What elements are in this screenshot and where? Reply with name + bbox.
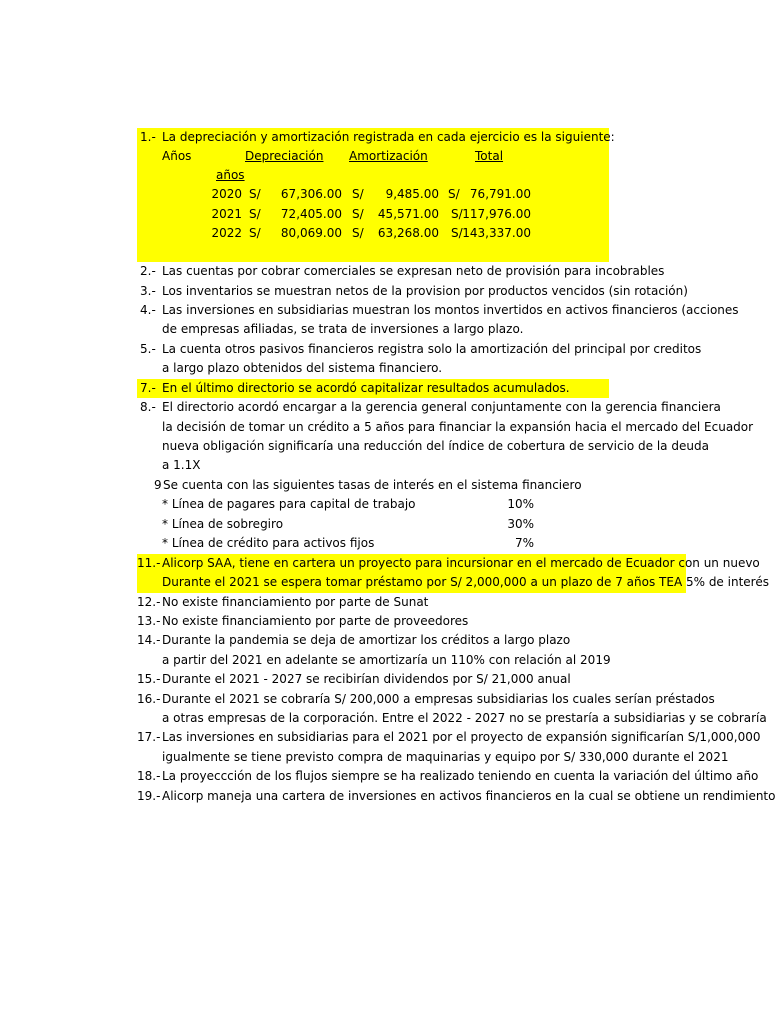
item-text: La cuenta otros pasivos financieros registra solo la amortización del principal por creditos <box>162 342 702 356</box>
table-row <box>0 224 686 243</box>
currency-cell: S/ <box>249 226 261 240</box>
item-text: La depreciación y amortización registrada en cada ejercicio es la siguiente: <box>162 130 615 144</box>
rate-value: 7% <box>514 536 534 550</box>
amortization-cell: 63,268.00 <box>377 226 439 240</box>
item-text: Alicorp SAA, tiene en cartera un proyecto para incursionar en el mercado de Ecuador con un nuevo <box>162 556 760 570</box>
item-text: En el último directorio se acordó capitalizar resultados acumulados. <box>162 381 570 395</box>
currency-cell: S/ <box>352 226 364 240</box>
item-text: Alicorp maneja una cartera de inversiones en activos financieros en la cual se obtiene un rendimiento <box>162 789 775 803</box>
currency-cell: S/ <box>249 187 261 201</box>
header-depreciacion: Depreciación <box>245 149 324 163</box>
total-cell: 143,337.00 <box>462 226 531 240</box>
item-text: a partir del 2021 en adelante se amortizaría un 110% con relación al 2019 <box>162 653 611 667</box>
item-number: 12.- <box>137 595 161 609</box>
item-text: No existe financiamiento por parte de Sunat <box>162 595 429 609</box>
currency-cell: S/ <box>352 187 364 201</box>
item-number: 13.- <box>137 614 161 628</box>
item-number: 17.- <box>137 730 161 744</box>
header-anios: Años <box>162 149 192 163</box>
depreciation-cell: 80,069.00 <box>280 226 342 240</box>
rate-row <box>0 515 686 534</box>
year-cell: 2021 <box>211 207 242 221</box>
item-number: 7.- <box>140 381 156 395</box>
subheader-anios: años <box>216 168 245 182</box>
item-text: Durante el 2021 - 2027 se recibirían dividendos por S/ 21,000 anual <box>162 672 571 686</box>
currency-cell: S/ <box>249 207 261 221</box>
table-row <box>0 205 686 224</box>
item-number: 11.- <box>137 556 161 570</box>
rate-row <box>0 495 686 514</box>
rate-row <box>0 534 686 553</box>
rate-label: * Línea de pagares para capital de trabajo <box>162 497 416 511</box>
item-text: El directorio acordó encargar a la gerencia general conjuntamente con la gerencia financiera <box>162 400 721 414</box>
rate-label: * Línea de crédito para activos fijos <box>162 536 375 550</box>
year-cell: 2022 <box>211 226 242 240</box>
table-row <box>0 185 686 204</box>
item-number: 19.- <box>137 789 161 803</box>
item-text: Los inventarios se muestran netos de la provision por productos vencidos (sin rotación) <box>162 284 688 298</box>
item-text: a 1.1X <box>162 458 201 472</box>
item-text: Se cuenta con las siguientes tasas de interés en el sistema financiero <box>163 478 582 492</box>
depreciation-cell: 72,405.00 <box>280 207 342 221</box>
item-text: de empresas afiliadas, se trata de inversiones a largo plazo. <box>162 322 524 336</box>
rate-value: 30% <box>507 517 534 531</box>
item-text: Durante el 2021 se espera tomar préstamo por S/ 2,000,000 a un plazo de 7 años TEA 5% de interés <box>162 575 769 589</box>
item-text: No existe financiamiento por parte de proveedores <box>162 614 469 628</box>
rate-value: 10% <box>507 497 534 511</box>
item-number: 4.- <box>140 303 156 317</box>
item-number: 2.- <box>140 264 156 278</box>
year-cell: 2020 <box>211 187 242 201</box>
item-text: Las inversiones en subsidiarias para el 2021 por el proyecto de expansión significarían S/1,000,000 <box>162 730 761 744</box>
header-total: Total <box>475 149 504 163</box>
item-number: 5.- <box>140 342 156 356</box>
amortization-cell: 45,571.00 <box>377 207 439 221</box>
total-cell: 76,791.00 <box>469 187 531 201</box>
item-text: nueva obligación significaría una reducción del índice de cobertura de servicio de la deuda <box>162 439 709 453</box>
item-text: Durante el 2021 se cobraría S/ 200,000 a empresas subsidiarias los cuales serían préstados <box>162 692 715 706</box>
item-text: a largo plazo obtenidos del sistema financiero. <box>162 361 443 375</box>
item-text: igualmente se tiene previsto compra de maquinarias y equipo por S/ 330,000 durante el 2021 <box>162 750 729 764</box>
total-cell: 117,976.00 <box>462 207 531 221</box>
item-text: la decisión de tomar un crédito a 5 años para financiar la expansión hacia el mercado del Ecuador <box>162 420 754 434</box>
item-number: 8.- <box>140 400 156 414</box>
item-text: Las cuentas por cobrar comerciales se expresan neto de provisión para incobrables <box>162 264 665 278</box>
item-number: 15.- <box>137 672 161 686</box>
item-text: a otras empresas de la corporación. Entre el 2022 - 2027 no se prestaría a subsidiarias y se cobraría <box>162 711 767 725</box>
item-number: 9 <box>154 478 162 492</box>
item-number: 18.- <box>137 769 161 783</box>
item-number: 16.- <box>137 692 161 706</box>
currency-cell: S/ <box>352 207 364 221</box>
amortization-cell: 9,485.00 <box>385 187 439 201</box>
item-text: Durante la pandemia se deja de amortizar los créditos a largo plazo <box>162 633 571 647</box>
item-number: 1.- <box>140 130 156 144</box>
item-number: 3.- <box>140 284 156 298</box>
header-amortizacion: Amortización <box>349 149 428 163</box>
item-number: 14.- <box>137 633 161 647</box>
currency-cell: S/ <box>451 226 463 240</box>
item-text: La proyeccción de los flujos siempre se ha realizado teniendo en cuenta la variación del último año <box>162 769 759 783</box>
rate-label: * Línea de sobregiro <box>162 517 284 531</box>
item-text: Las inversiones en subsidiarias muestran los montos invertidos en activos financieros (acciones <box>162 303 739 317</box>
depreciation-cell: 67,306.00 <box>280 187 342 201</box>
currency-cell: S/ <box>448 187 460 201</box>
currency-cell: S/ <box>451 207 463 221</box>
